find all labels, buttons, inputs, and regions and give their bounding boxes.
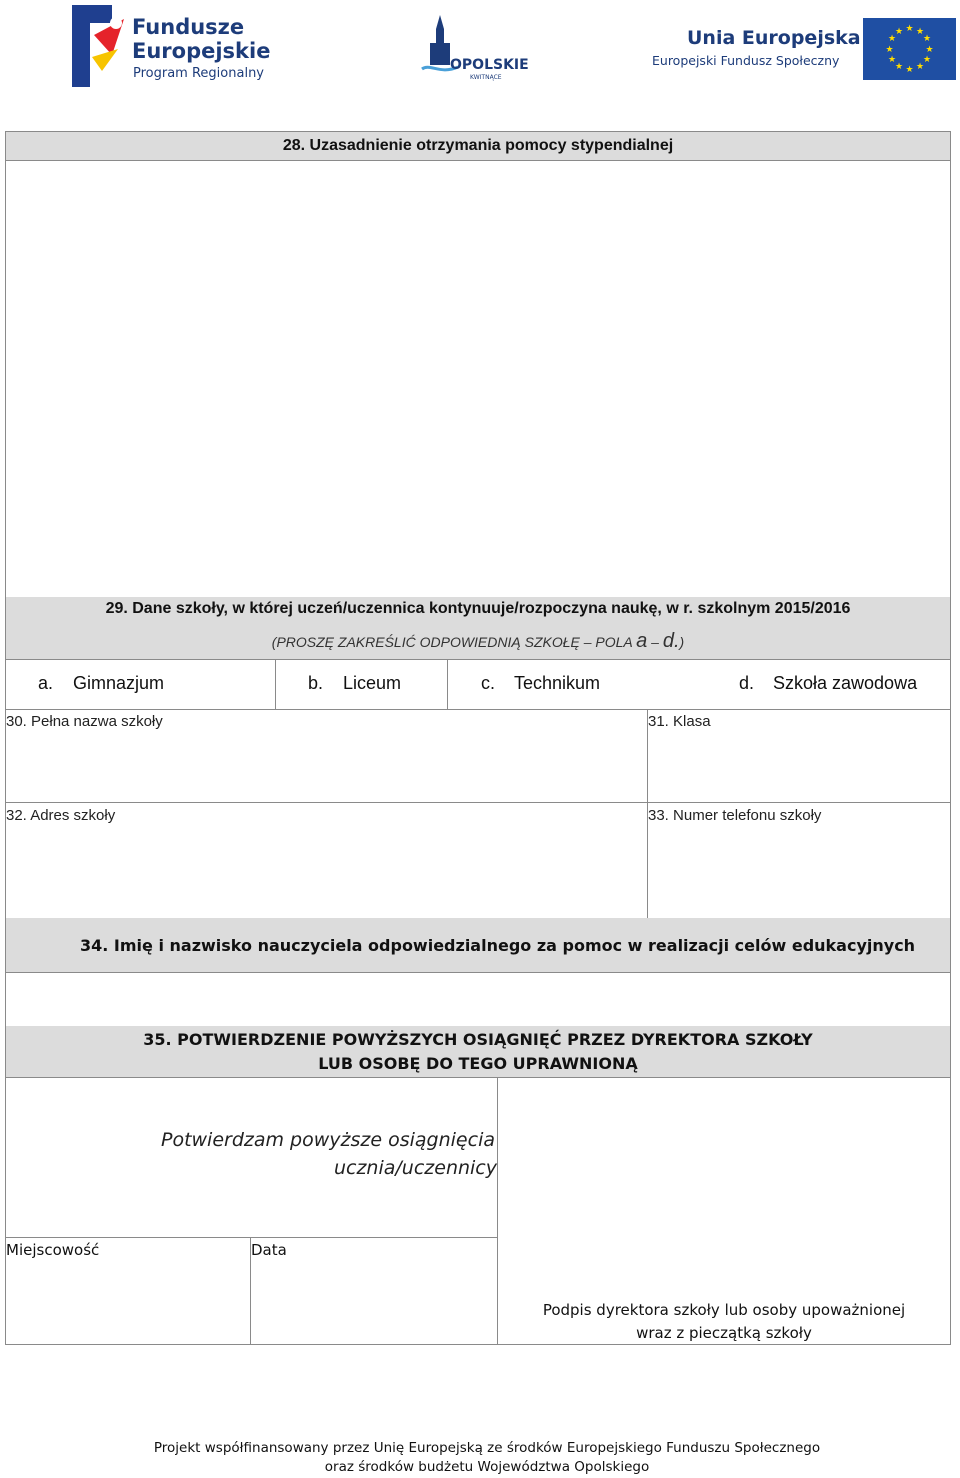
eu-flag-icon xyxy=(863,18,956,80)
svg-text:★: ★ xyxy=(885,45,894,55)
confirmation-text: Potwierdzam powyższe osiągnięcia ucznia/uczennicy xyxy=(160,1129,497,1179)
opolskie-logo xyxy=(408,15,529,81)
eu-title: Unia Europejska xyxy=(687,27,861,49)
place-field[interactable]: Miejscowość xyxy=(6,1241,100,1259)
field-32-school-address[interactable]: 32. Adres szkoły xyxy=(6,807,116,824)
option-liceum[interactable]: b. Liceum xyxy=(308,673,402,693)
field-31-class[interactable]: 31. Klasa xyxy=(648,713,711,730)
section-35-body xyxy=(5,1077,951,1345)
date-field[interactable]: Data xyxy=(251,1241,287,1259)
svg-text:★: ★ xyxy=(887,55,897,65)
option-technikum[interactable]: c. Technikum xyxy=(481,673,601,693)
fe-logo-line1: Fundusze xyxy=(132,15,245,39)
opolskie-logo-sub: KWITNĄCE xyxy=(470,74,502,81)
section-35-title-line2: LUB OSOBĘ DO TEGO UPRAWNIONĄ xyxy=(318,1054,638,1073)
section-34-header xyxy=(5,918,951,973)
svg-text:★: ★ xyxy=(925,45,934,55)
section-28-title: 28. Uzasadnienie otrzymania pomocy stypendialnej xyxy=(282,137,674,154)
svg-text:★: ★ xyxy=(887,34,897,44)
option-gimnazjum[interactable]: a. Gimnazjum xyxy=(38,673,165,693)
section-29-title: 29. Dane szkoły, w której uczeń/uczennica kontynuuje/rozpoczyna naukę, w r. szkolnym 2015/2016 xyxy=(105,600,851,617)
fe-logo xyxy=(72,5,272,87)
field-30-school-name[interactable]: 30. Pełna nazwa szkoły xyxy=(6,713,163,730)
footer-line1: Projekt współfinansowany przez Unię Europejską ze środków Europejskiego Funduszu Społecznego xyxy=(153,1440,821,1456)
svg-text:★: ★ xyxy=(915,62,925,72)
svg-text:★: ★ xyxy=(922,34,932,44)
eu-subtitle: Europejski Fundusz Społeczny xyxy=(652,53,840,68)
fe-logo-line2: Europejskie xyxy=(132,39,271,63)
school-type-row xyxy=(5,659,951,710)
section-28-header xyxy=(5,131,951,161)
option-szkola-zawodowa[interactable]: d. Szkoła zawodowa xyxy=(739,673,918,693)
signature-field[interactable] xyxy=(498,1077,950,1344)
section-35-header xyxy=(5,1026,951,1078)
section-34-teacher-name-input[interactable] xyxy=(5,972,951,1027)
footer xyxy=(0,1439,960,1477)
svg-text:★: ★ xyxy=(894,62,904,72)
section-28-textarea[interactable] xyxy=(5,160,951,598)
svg-text:★: ★ xyxy=(922,55,932,65)
field-33-school-phone[interactable]: 33. Numer telefonu szkoły xyxy=(648,807,822,824)
fe-logo-line3: Program Regionalny xyxy=(133,66,264,81)
section-34-title: 34. Imię i nazwisko nauczyciela odpowiedzialnego za pomoc w realizacji celów edukacyjnych xyxy=(80,936,916,955)
fields-30-33-block xyxy=(5,709,951,919)
signature-caption: Podpis dyrektora szkoły lub osoby upoważnionej wraz z pieczątką szkoły xyxy=(542,1301,906,1342)
svg-text:★: ★ xyxy=(905,24,914,34)
section-35-title-line1: 35. POTWIERDZENIE POWYŻSZYCH OSIĄGNIĘĆ PRZEZ DYREKTORA SZKOŁY xyxy=(143,1030,813,1049)
footer-line2: oraz środków budżetu Województwa Opolskiego xyxy=(324,1459,650,1475)
svg-text:★: ★ xyxy=(894,27,904,37)
section-29-instruction: (PROSZĘ ZAKREŚLIĆ ODPOWIEDNIĄ SZKOŁĘ – POLA a – d.) xyxy=(271,630,685,652)
opolskie-logo-text: OPOLSKIE xyxy=(450,57,529,73)
fe-logo-icon xyxy=(72,5,128,87)
svg-text:★: ★ xyxy=(905,65,914,75)
section-29-header xyxy=(5,597,951,660)
svg-text:★: ★ xyxy=(915,27,925,37)
